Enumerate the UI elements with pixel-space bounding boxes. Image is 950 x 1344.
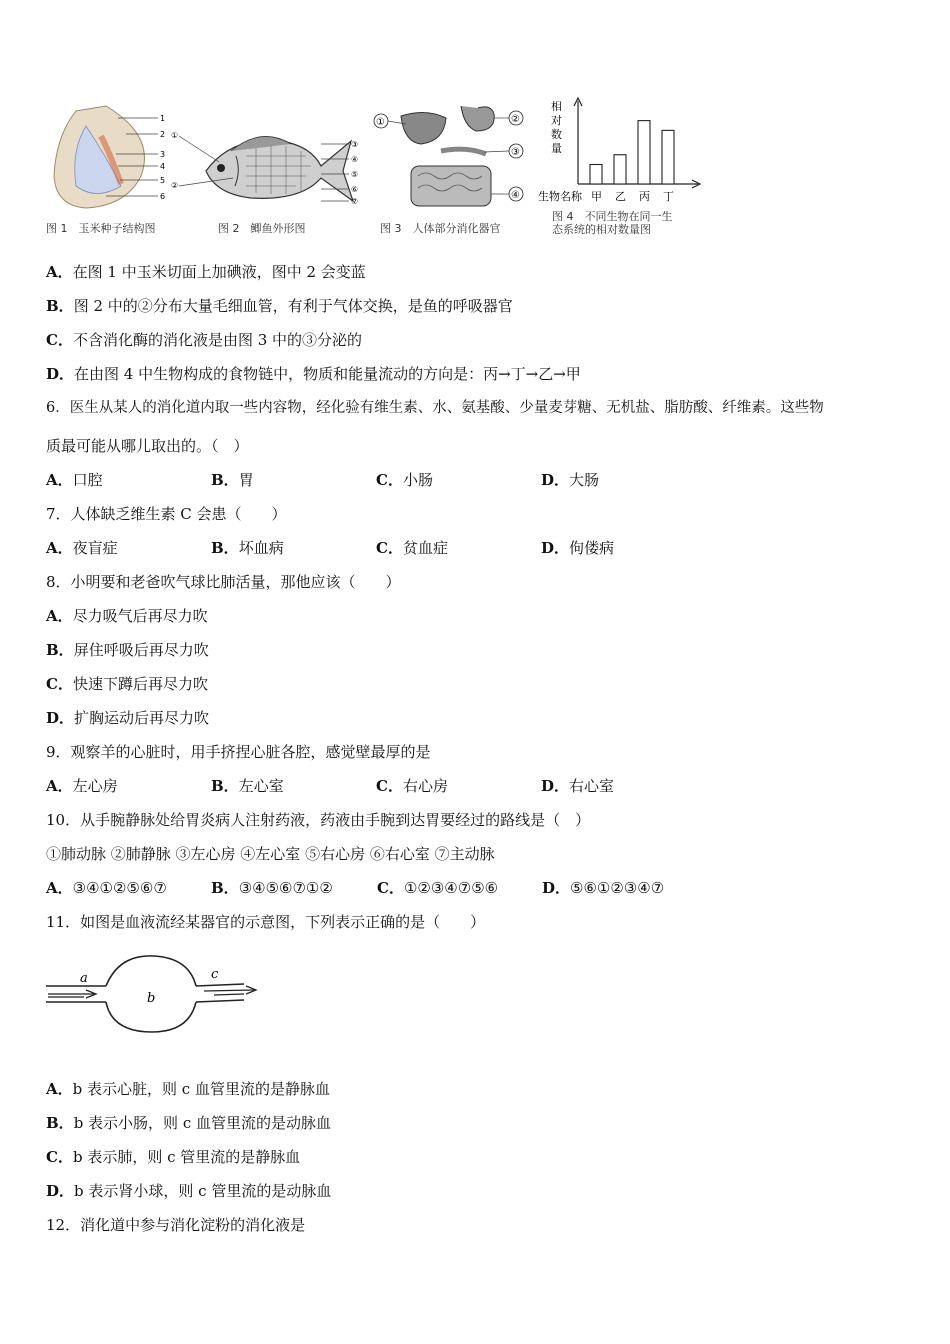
fig2-label-2: ② <box>171 181 179 190</box>
corn-seed-figure <box>46 96 179 216</box>
q10-option-b: B．③④⑤⑥⑦①② <box>211 879 333 897</box>
inflow-arrow-icon <box>48 990 96 998</box>
q6-option-b: B．胃 <box>211 471 254 489</box>
q12-stem: 12．消化道中参与消化淀粉的消化液是 <box>46 1216 306 1234</box>
q9-options <box>46 776 706 796</box>
label-a: a <box>80 971 88 986</box>
q10-option-a: A．③④①②⑤⑥⑦ <box>46 879 167 897</box>
q8-option-b: B．屏住呼吸后再尽力吹 <box>46 641 209 659</box>
q7-option-a: A．夜盲症 <box>46 539 118 557</box>
q8-option-c: C．快速下蹲后再尽力吹 <box>46 675 208 693</box>
fig4-ylabel-3: 数 <box>551 128 562 141</box>
q9-option-b: B．左心室 <box>211 777 284 795</box>
q7-option-d: D．佝偻病 <box>541 539 615 557</box>
bar-label-3: 丙 <box>639 190 650 203</box>
q9-stem: 9．观察羊的心脏时，用手挤捏心脏各腔，感觉壁最厚的是 <box>46 743 431 761</box>
fig2-label-5: ⑤ <box>351 170 359 179</box>
fig2-caption: 图 2 鲫鱼外形图 <box>218 222 306 235</box>
blood-flow-diagram <box>44 952 264 1042</box>
fig1-label-3: 3 <box>160 150 166 159</box>
fig2-label-3: ③ <box>351 140 359 149</box>
q11-stem: 11．如图是血液流经某器官的示意图，下列表示正确的是（ ） <box>46 913 486 931</box>
outflow-arrow-icon <box>204 986 256 995</box>
fig1-label-6: 6 <box>160 192 166 201</box>
fig2-label-6: ⑥ <box>351 185 359 194</box>
q8-stem: 8．小明要和老爸吹气球比肺活量，那他应该（ ） <box>46 573 401 591</box>
q6-option-c: C．小肠 <box>376 471 433 489</box>
q11-option-a: A．b 表示心脏，则 c 血管里流的是静脉血 <box>46 1080 330 1098</box>
q9-option-a: A．左心房 <box>46 777 118 795</box>
q10-legend: ①肺动脉 ②肺静脉 ③左心房 ④左心室 ⑤右心房 ⑥右心室 ⑦主动脉 <box>46 845 495 863</box>
q11-option-d: D．b 表示肾小球，则 c 管里流的是动脉血 <box>46 1182 332 1200</box>
fig1-label-1: 1 <box>160 114 166 123</box>
fig4-ylabel-2: 对 <box>551 114 562 127</box>
fig3-label-2: ② <box>511 114 520 125</box>
fig3-label-1: ① <box>376 117 385 128</box>
q6-option-d: D．大肠 <box>541 471 600 489</box>
q8-option-d: D．扩胸运动后再尽力吹 <box>46 709 210 727</box>
bar-label-2: 乙 <box>615 190 626 203</box>
label-c: c <box>211 967 219 982</box>
bar-4 <box>662 130 674 184</box>
fig1-label-4: 4 <box>160 162 166 171</box>
q10-options <box>46 878 664 898</box>
fig2-label-1: ① <box>171 131 179 140</box>
label-b: b <box>147 991 156 1006</box>
fig4-ylabel-1: 相 <box>551 100 562 113</box>
fig4-ylabel-4: 量 <box>551 142 562 155</box>
relative-amount-bar-chart <box>538 96 706 216</box>
q7-option-b: B．坏血病 <box>211 539 284 557</box>
q5-option-b: B．图 2 中的②分布大量毛细血管，有利于气体交换，是鱼的呼吸器官 <box>46 297 513 315</box>
bar-1 <box>590 165 602 185</box>
q6-stem-line2: 质最可能从哪儿取出的。（ ） <box>46 437 249 455</box>
fig4-caption-line1: 图 4 不同生物在同一生 <box>552 210 673 223</box>
fig3-label-3: ③ <box>511 147 520 158</box>
fig4-caption-line2: 态系统的相对数量图 <box>552 223 651 236</box>
q8-option-a: A．尽力吸气后再尽力吹 <box>46 607 208 625</box>
fig4-xlabel: 生物名称 <box>538 190 582 203</box>
fish-figure <box>171 116 361 216</box>
q9-option-d: D．右心室 <box>541 777 615 795</box>
q5-option-d: D．在由图 4 中生物构成的食物链中，物质和能量流动的方向是：丙→丁→乙→甲 <box>46 365 581 383</box>
digestive-organs-figure <box>366 96 526 216</box>
bar-label-4: 丁 <box>663 190 674 203</box>
q10-option-d: D．⑤⑥①②③④⑦ <box>542 879 665 897</box>
fig1-label-2: 2 <box>160 130 166 139</box>
bar-2 <box>614 155 626 184</box>
fig2-label-7: ⑦ <box>351 197 359 206</box>
fig1-caption: 图 1 玉米种子结构图 <box>46 222 156 235</box>
q10-stem: 10．从手腕静脉处给胃炎病人注射药液，药液由手腕到达胃要经过的路线是（ ） <box>46 811 591 829</box>
q6-option-a: A．口腔 <box>46 471 103 489</box>
fig2-label-4: ④ <box>351 155 359 164</box>
q5-option-a: A．在图 1 中玉米切面上加碘液，图中 2 会变蓝 <box>46 263 366 281</box>
figures-row <box>46 96 706 238</box>
q7-option-c: C．贫血症 <box>376 539 448 557</box>
q6-options <box>46 470 706 490</box>
q10-option-c: C．①②③④⑦⑤⑥ <box>377 879 499 897</box>
q11-option-c: C．b 表示肺，则 c 管里流的是静脉血 <box>46 1148 301 1166</box>
fig3-label-4: ④ <box>511 190 520 201</box>
q7-stem: 7．人体缺乏维生素 C 会患（ ） <box>46 505 287 523</box>
q9-option-c: C．右心房 <box>376 777 448 795</box>
q11-option-b: B．b 表示小肠，则 c 血管里流的是动脉血 <box>46 1114 331 1132</box>
fig3-caption: 图 3 人体部分消化器官 <box>380 222 501 235</box>
vessel-c-bottom <box>196 1000 244 1002</box>
bar-3 <box>638 121 650 184</box>
q6-stem-line1: 6．医生从某人的消化道内取一些内容物，经化验有维生素、水、氨基酸、少量麦芽糖、无机盐、脂肪酸、纤维素。这些物 <box>46 400 824 416</box>
q5-option-c: C．不含消化酶的消化液是由图 3 中的③分泌的 <box>46 331 363 349</box>
q7-options <box>46 538 706 558</box>
fig1-label-5: 5 <box>160 176 166 185</box>
vessel-c-top <box>196 984 244 986</box>
bar-label-1: 甲 <box>591 190 602 203</box>
